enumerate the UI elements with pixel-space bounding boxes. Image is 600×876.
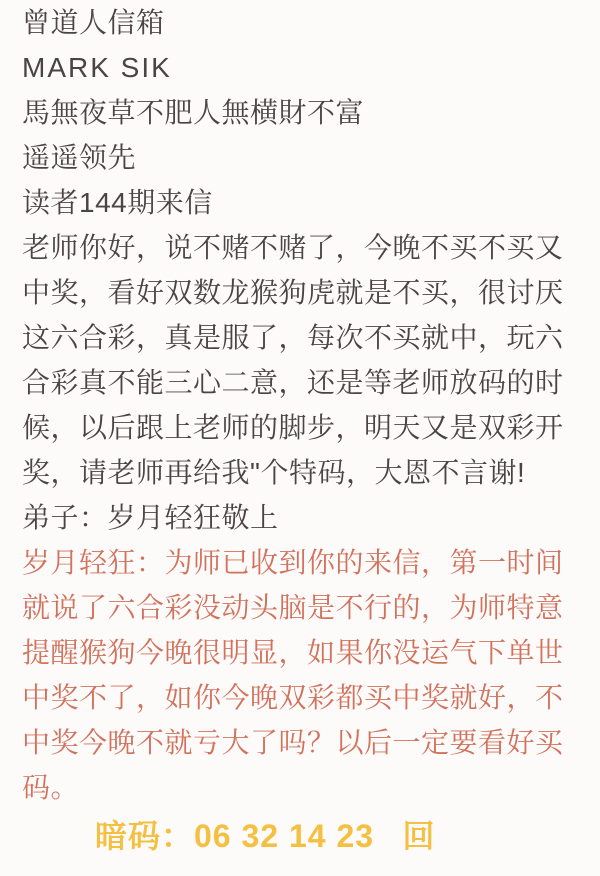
- master-reply-line: 提醒猴狗今晚很明显，如果你没运气下单世: [22, 637, 564, 668]
- author-name: MARK SIK: [22, 52, 172, 83]
- reply-glyph: 回: [402, 818, 436, 854]
- tagline: 遥遥领先: [22, 142, 137, 173]
- secret-code-row: [22, 811, 600, 868]
- master-reply-line: 码。: [22, 772, 80, 803]
- reader-letter-signature: 弟子：岁月轻狂敬上: [22, 502, 279, 533]
- secret-code-text: 暗码：06 32 14 23: [95, 818, 375, 854]
- motto-line: 馬無夜草不肥人無横財不富: [22, 97, 365, 128]
- reader-letter-line: 奖，请老师再给我"个特码，大恩不言谢!: [22, 457, 526, 488]
- mailbox-title: 曾道人信箱: [22, 7, 165, 38]
- reader-letter-line: 这六合彩，真是服了，每次不买就中，玩六: [22, 322, 564, 353]
- master-reply: [22, 540, 600, 810]
- master-reply-line: 中奖今晚不就亏大了吗？以后一定要看好买: [22, 727, 564, 758]
- reader-letter: [22, 225, 600, 540]
- reader-letter-line: 合彩真不能三心二意，还是等老师放码的时: [22, 367, 564, 398]
- reader-letter-line: 候，以后跟上老师的脚步，明天又是双彩开: [22, 412, 564, 443]
- reader-letter-line: 老师你好，说不赌不赌了，今晚不买不买又: [22, 232, 564, 263]
- reader-letter-line: 中奖，看好双数龙猴狗虎就是不买，很讨厌: [22, 277, 564, 308]
- issue-heading: 读者144期来信: [22, 187, 213, 218]
- master-reply-line: 就说了六合彩没动头脑是不行的，为师特意: [22, 592, 564, 623]
- master-reply-line: 中奖不了，如你今晚双彩都买中奖就好，不: [22, 682, 564, 713]
- master-reply-line: 岁月轻狂：为师已收到你的来信，第一时间: [22, 547, 564, 578]
